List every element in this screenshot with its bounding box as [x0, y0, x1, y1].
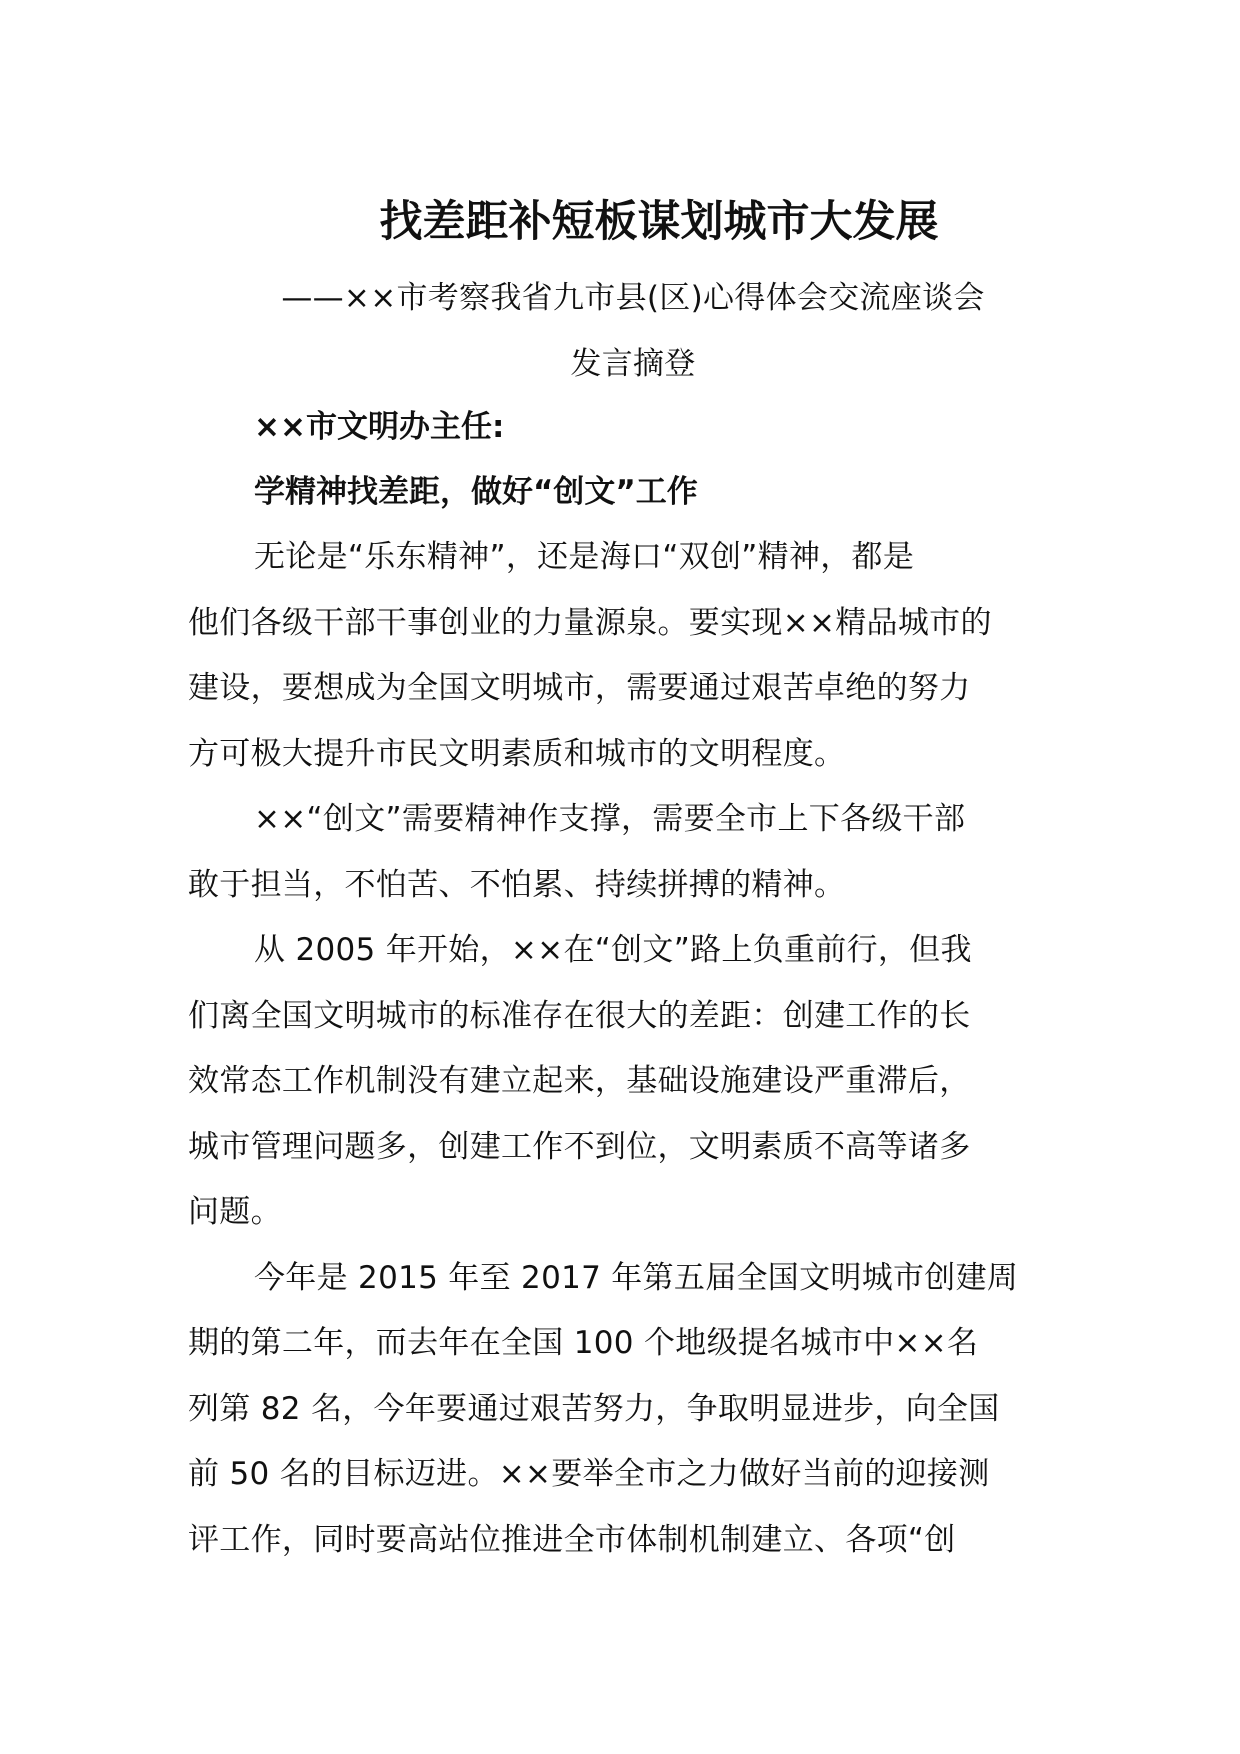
paragraph-line: 评工作，同时要高站位推进全市体制机制建立、各项“创 [188, 1521, 956, 1558]
paragraph-line: 期的第二年，而去年在全国 100 个地级提名城市中××名 [188, 1325, 979, 1361]
paragraph-line: 他们各级干部干事创业的力量源泉。要实现××精品城市的 [188, 604, 992, 641]
paragraph [188, 787, 1058, 918]
paragraph-line: 敢于担当，不怕苦、不怕累、持续拼搏的精神。 [188, 866, 846, 903]
paragraph-line: 建设，要想成为全国文明城市，需要通过艰苦卓绝的努力 [188, 670, 971, 706]
paragraph-line: 问题。 [188, 1194, 282, 1230]
document-body [188, 525, 1058, 1573]
subtitle-line: ——××市考察我省九市县(区)心得体会交流座谈会 [281, 280, 985, 316]
paragraph-line: 列第 82 名，今年要通过艰苦努力，争取明显进步，向全国 [188, 1390, 1000, 1427]
paragraph-line: 前 50 名的目标迈进。××要举全市之力做好当前的迎接测 [188, 1456, 990, 1492]
paragraph-line: 们离全国文明城市的标准存在很大的差距：创建工作的长 [188, 997, 971, 1034]
paragraph-line: 从 2005 年开始，××在“创文”路上负重前行，但我 [254, 932, 972, 968]
paragraph-line: 今年是 2015 年至 2017 年第五届全国文明城市创建周 [254, 1259, 1019, 1296]
subtitle-line: 发言摘登 [570, 345, 696, 382]
paragraph [188, 525, 1058, 787]
document-title: 找差距补短板谋划城市大发展 [379, 197, 939, 247]
paragraph-line: 效常态工作机制没有建立起来，基础设施建设严重滞后， [188, 1063, 971, 1099]
paragraph-line: 城市管理问题多，创建工作不到位，文明素质不高等诸多 [188, 1128, 971, 1165]
paragraph-line: ××“创文”需要精神作支撑，需要全市上下各级干部 [254, 801, 966, 837]
paragraph [188, 1246, 1058, 1574]
section-heading: 学精神找差距，做好“创文”工作 [254, 474, 698, 510]
speaker-label: ××市文明办主任: [254, 409, 505, 445]
paragraph-line: 方可极大提升市民文明素质和城市的文明程度。 [188, 735, 846, 772]
paragraph [188, 918, 1058, 1246]
paragraph-line: 无论是“乐东精神”，还是海口“双创”精神，都是 [254, 539, 915, 575]
document-subtitle [188, 266, 1058, 397]
